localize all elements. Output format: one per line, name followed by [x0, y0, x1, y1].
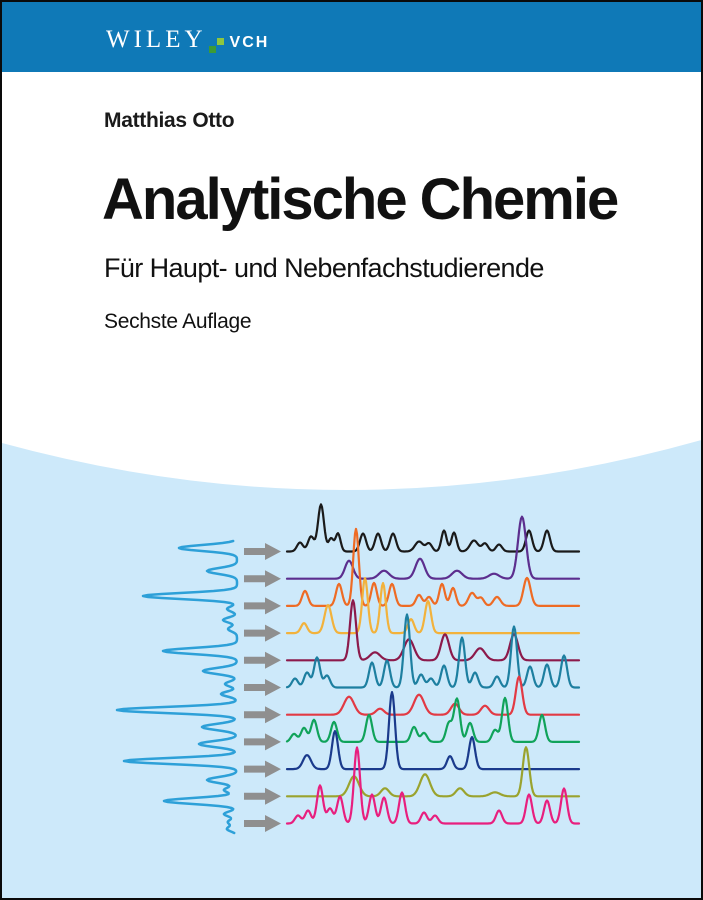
- vch-wordmark: VCH: [229, 34, 270, 51]
- publisher-bar: [2, 2, 701, 72]
- green-square-dark-icon: [209, 46, 216, 53]
- green-square-light-icon: [217, 38, 224, 45]
- wiley-vch-squares-icon: [209, 38, 226, 54]
- wiley-wordmark: WILEY: [106, 26, 207, 53]
- book-subtitle: Für Haupt- und Nebenfachstudierende: [104, 253, 544, 283]
- chromatogram-figure: [2, 430, 701, 898]
- panel-background: [2, 430, 701, 898]
- publisher-logo: [106, 26, 269, 54]
- book-title: Analytische Chemie: [102, 167, 618, 232]
- edition-label: Sechste Auflage: [104, 310, 252, 333]
- author-name: Matthias Otto: [104, 109, 235, 132]
